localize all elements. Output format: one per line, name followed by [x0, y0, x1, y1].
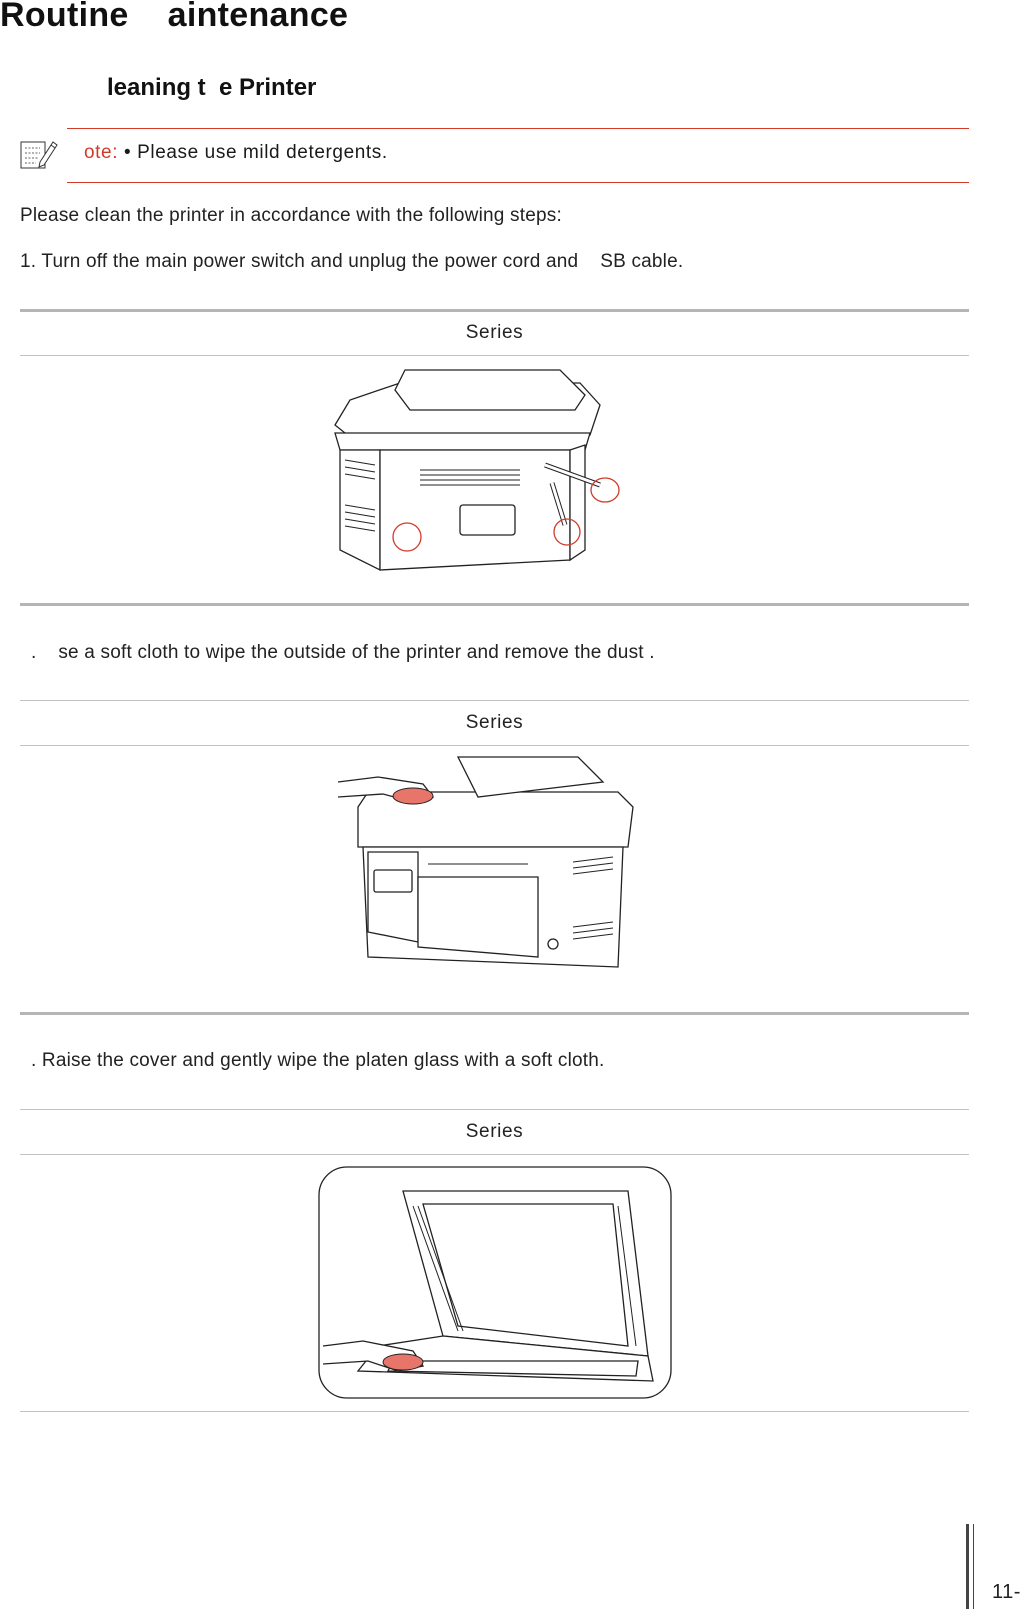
note-bottom-rule: [67, 182, 969, 183]
table-3-header-rule: [20, 1154, 969, 1155]
note-label: ote:: [84, 142, 119, 163]
table-1-bottom-rule: [20, 603, 969, 606]
page-number: 11-: [992, 1581, 1021, 1603]
table-2-top-rule: [20, 700, 969, 701]
page-edge-bar-thin: [973, 1524, 974, 1609]
printer-wipe-exterior-illustration: [338, 752, 658, 997]
table-2-bottom-rule: [20, 1012, 969, 1015]
intro-text: Please clean the printer in accordance with the following steps:: [20, 205, 562, 226]
note-body: • Please use mild detergents.: [118, 142, 388, 163]
table-3-series-label: Series: [465, 1121, 524, 1142]
note-pencil-icon: [20, 138, 58, 172]
section-title: leaning t e Printer: [107, 74, 317, 101]
step-1-text: 1. Turn off the main power switch and unplug the power cord and SB cable.: [20, 251, 684, 272]
printer-rear-unplug-illustration: [320, 365, 640, 587]
step-2-text: . se a soft cloth to wipe the outside of the printer and remove the dust .: [20, 642, 655, 663]
note-top-rule: [67, 128, 969, 129]
table-3-top-rule: [20, 1109, 969, 1110]
table-2-series-label: Series: [465, 712, 524, 733]
platen-glass-wipe-illustration: [318, 1166, 672, 1399]
table-1-series-label: Series: [465, 322, 524, 343]
table-1-top-rule: [20, 309, 969, 312]
note-text: [84, 142, 388, 164]
table-2-header-rule: [20, 745, 969, 746]
chapter-title: Routine aintenance: [0, 0, 349, 34]
step-3-text: . Raise the cover and gently wipe the platen glass with a soft cloth.: [20, 1050, 605, 1071]
table-1-header-rule: [20, 355, 969, 356]
table-3-bottom-rule: [20, 1411, 969, 1412]
page-edge-bar: [966, 1524, 969, 1609]
